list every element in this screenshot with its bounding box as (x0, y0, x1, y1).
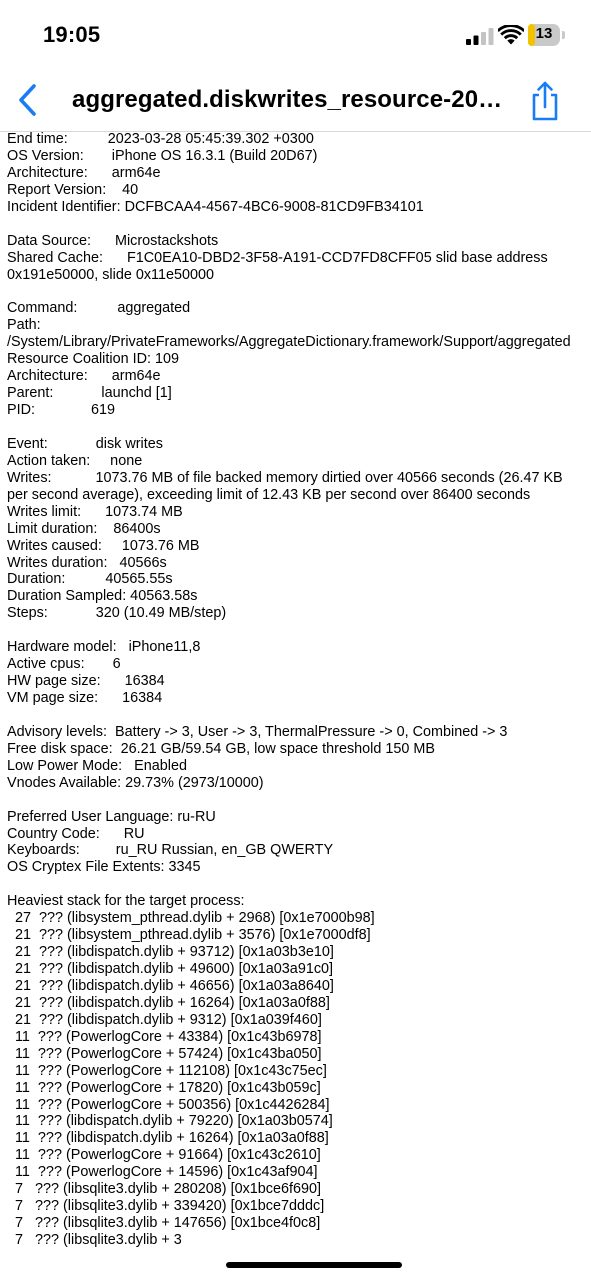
spacer (7, 283, 587, 300)
spacer (7, 622, 587, 639)
report-header-section (7, 131, 587, 216)
report-content[interactable] (7, 131, 587, 1280)
stack-frame: 21 ??? (libdispatch.dylib + 16264) [0x1a03a0f88] (7, 994, 330, 1011)
report-line: Writes limit: 1073.74 MB (7, 503, 183, 520)
report-line: Advisory levels: Battery -> 3, User -> 3, ThermalPressure -> 0, Combined -> 3 (7, 723, 508, 740)
stack-frame: 21 ??? (libdispatch.dylib + 9312) [0x1a039f460] (7, 1011, 322, 1028)
stack-frame: 11 ??? (libdispatch.dylib + 16264) [0x1a03a0f88] (7, 1130, 329, 1147)
battery-icon (528, 24, 566, 46)
status-time: 19:05 (43, 22, 101, 47)
stack-frame: 7 ??? (libsqlite3.dylib + 280208) [0x1bce6f690] (7, 1181, 322, 1198)
report-line: Preferred User Language: ru-RU (7, 808, 216, 825)
wifi-icon (498, 25, 524, 45)
stack-frame: 11 ??? (PowerlogCore + 57424) [0x1c43ba050] (7, 1045, 322, 1062)
spacer (7, 876, 587, 893)
report-line: OS Version: iPhone OS 16.3.1 (Build 20D67) (7, 147, 318, 164)
stack-title: Heaviest stack for the target process: (7, 893, 245, 910)
report-line: Free disk space: 26.21 GB/59.54 GB, low space threshold 150 MB (7, 740, 435, 757)
report-line: Path: /System/Library/PrivateFrameworks/AggregateDictionary.framework/Support/aggregated (7, 317, 571, 351)
spacer (7, 419, 587, 436)
signal-icon (466, 28, 494, 45)
report-line: VM page size: 16384 (7, 690, 163, 707)
report-line: Writes caused: 1073.76 MB (7, 537, 200, 554)
report-line: Action taken: none (7, 452, 143, 469)
report-line: Data Source: Microstackshots (7, 232, 219, 249)
report-line: Writes: 1073.76 MB of file backed memory dirtied over 40566 seconds (26.47 KB per second average), exceeding limit of 12.43 KB per second over 86400 seconds (7, 469, 567, 503)
document-title: aggregated.diskwrites_resource-20… (72, 86, 503, 113)
report-process-section (7, 300, 587, 419)
stack-frame: 21 ??? (libdispatch.dylib + 46656) [0x1a03a8640] (7, 977, 334, 994)
report-line: Steps: 320 (10.49 MB/step) (7, 605, 227, 622)
share-icon (528, 80, 562, 122)
report-source-section (7, 233, 587, 284)
report-line: Vnodes Available: 29.73% (2973/10000) (7, 774, 264, 791)
report-line: Parent: launchd [1] (7, 385, 172, 402)
report-line: Incident Identifier: DCFBCAA4-4567-4BC6-9008-81CD9FB34101 (7, 198, 424, 215)
report-line: Hardware model: iPhone11,8 (7, 639, 201, 656)
stack-frame: 21 ??? (libdispatch.dylib + 49600) [0x1a03a91c0] (7, 961, 334, 978)
stack-frame: 11 ??? (PowerlogCore + 17820) [0x1c43b059c] (7, 1079, 321, 1096)
report-hardware-section (7, 639, 587, 707)
navigation-bar (0, 70, 591, 132)
report-line: Shared Cache: F1C0EA10-DBD2-3F58-A191-CCD7FD8CFF05 slid base address 0x191e50000, slide 0x11e50000 (7, 249, 552, 283)
report-line: PID: 619 (7, 402, 115, 419)
spacer (7, 216, 587, 233)
stack-frame: 21 ??? (libsystem_pthread.dylib + 3576) [0x1e7000df8] (7, 927, 371, 944)
battery-level: 13 (535, 25, 553, 42)
report-line: Limit duration: 86400s (7, 520, 161, 537)
back-button[interactable] (12, 80, 46, 120)
report-locale-section (7, 809, 587, 877)
report-line: Duration Sampled: 40563.58s (7, 588, 198, 605)
spacer (7, 707, 587, 724)
stack-frame: 11 ??? (libdispatch.dylib + 79220) [0x1a03b0574] (7, 1113, 333, 1130)
stack-frame: 7 ??? (libsqlite3.dylib + 339420) [0x1bce7dddc] (7, 1198, 325, 1215)
report-system-section (7, 724, 587, 792)
report-line: Active cpus: 6 (7, 656, 121, 673)
report-line: Architecture: arm64e (7, 368, 161, 385)
stack-frame: 7 ??? (libsqlite3.dylib + 3 (7, 1232, 182, 1249)
stack-frame: 11 ??? (PowerlogCore + 43384) [0x1c43b6978] (7, 1028, 322, 1045)
report-line: Duration: 40565.55s (7, 571, 173, 588)
report-line: Command: aggregated (7, 300, 191, 317)
stack-frames (7, 910, 587, 1249)
stack-frame: 27 ??? (libsystem_pthread.dylib + 2968) [0x1e7000b98] (7, 910, 375, 927)
stack-frame: 11 ??? (PowerlogCore + 500356) [0x1c4426284] (7, 1096, 330, 1113)
report-line: HW page size: 16384 (7, 673, 165, 690)
report-line: Resource Coalition ID: 109 (7, 351, 179, 368)
report-line: Architecture: arm64e (7, 164, 161, 181)
report-line: OS Cryptex File Extents: 3345 (7, 859, 201, 876)
stack-frame: 7 ??? (libsqlite3.dylib + 147656) [0x1bce4f0c8] (7, 1215, 321, 1232)
spacer (7, 792, 587, 809)
share-button[interactable] (528, 80, 562, 122)
stack-frame: 21 ??? (libdispatch.dylib + 93712) [0x1a03b3e10] (7, 944, 334, 961)
stack-frame: 11 ??? (PowerlogCore + 14596) [0x1c43af904] (7, 1164, 318, 1181)
stack-frame: 11 ??? (PowerlogCore + 91664) [0x1c43c2610] (7, 1147, 321, 1164)
report-line: Writes duration: 40566s (7, 554, 167, 571)
report-stack-section (7, 893, 587, 1249)
battery-cap (562, 31, 565, 39)
report-line: Event: disk writes (7, 435, 163, 452)
report-line: Report Version: 40 (7, 181, 139, 198)
chevron-left-icon (12, 80, 46, 120)
report-line: End time: 2023-03-28 05:45:39.302 +0300 (7, 131, 314, 147)
status-bar (0, 0, 591, 70)
stack-frame: 11 ??? (PowerlogCore + 112108) [0x1c43c75ec] (7, 1062, 327, 1079)
report-line: Keyboards: ru_RU Russian, en_GB QWERTY (7, 842, 334, 859)
home-indicator[interactable] (226, 1262, 402, 1268)
report-line: Low Power Mode: Enabled (7, 757, 187, 774)
report-event-section (7, 436, 587, 622)
report-line: Country Code: RU (7, 825, 145, 842)
